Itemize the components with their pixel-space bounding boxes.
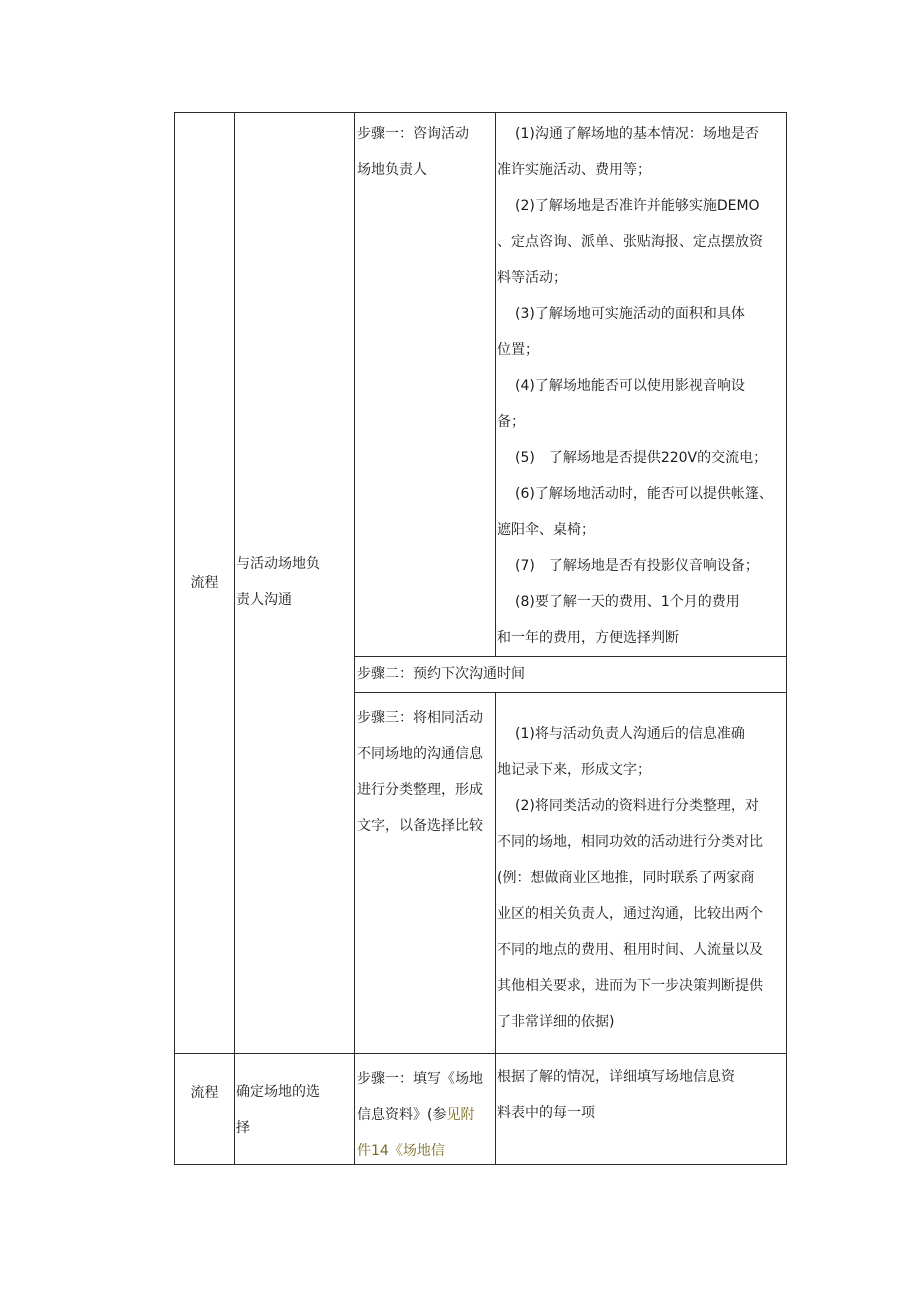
category-text: 流程 — [190, 1085, 219, 1101]
row-divider-step3-top — [354, 692, 787, 693]
step-label-line: 步骤一：填写《场地 — [357, 1071, 483, 1087]
detail-line: 料表中的每一项 — [497, 1105, 595, 1121]
detail-line: 料等活动； — [497, 270, 567, 286]
column-divider-1 — [234, 112, 235, 1165]
step-label-line: 不同场地的沟通信息 — [357, 746, 483, 762]
section-divider — [174, 1053, 787, 1054]
section1-category — [175, 113, 234, 1053]
task-line: 择 — [236, 1120, 250, 1136]
section1-task — [236, 546, 354, 618]
detail-line: 不同的地点的费用、租用时间、人流量以及 — [497, 942, 763, 958]
detail-line: 和一年的费用，方便选择判断 — [497, 630, 679, 646]
detail-line: (4)了解场地能否可以使用影视音响设 — [515, 378, 745, 394]
detail-line: (8)要了解一天的费用、1个月的费用 — [515, 594, 740, 610]
column-divider-2 — [354, 112, 355, 1165]
detail-line: (7) 了解场地是否有投影仪音响设备； — [515, 558, 759, 574]
detail-line: 位置； — [497, 342, 539, 358]
detail-line: 了非常详细的依据) — [497, 1014, 615, 1030]
detail-line: 不同的场地，相同功效的活动进行分类对比 — [497, 834, 763, 850]
detail-line: (1)将与活动负责人沟通后的信息准确 — [515, 726, 745, 742]
section2-detail — [497, 1059, 786, 1131]
step-label-line: 文字，以备选择比较 — [357, 818, 483, 834]
detail-line: (2)将同类活动的资料进行分类整理，对 — [515, 798, 759, 814]
task-line: 确定场地的选 — [236, 1084, 320, 1100]
step-label-line: 步骤二：预约下次沟通时间 — [357, 666, 525, 682]
table-right-border — [786, 112, 787, 1165]
attachment-reference: 件14《场地信 — [357, 1143, 445, 1159]
attachment-reference: 见附 — [446, 1107, 475, 1123]
detail-line: (2)了解场地是否准许并能够实施DEMO — [515, 198, 760, 214]
step1-detail — [497, 116, 786, 656]
step1-label — [357, 116, 495, 188]
step-label-part: 信息资料》(参 — [357, 1107, 447, 1123]
step3-detail — [497, 716, 786, 1046]
detail-line: 其他相关要求，进而为下一步决策判断提供 — [497, 978, 763, 994]
step-label-line: 进行分类整理，形成 — [357, 782, 483, 798]
detail-line: 根据了解的情况，详细填写场地信息资 — [497, 1069, 735, 1085]
table-top-border — [174, 112, 787, 113]
task-line: 与活动场地负 — [236, 556, 320, 572]
detail-line: (3)了解场地可实施活动的面积和具体 — [515, 306, 745, 322]
step2-label — [357, 657, 785, 692]
detail-line: (5) 了解场地是否提供220V的交流电； — [515, 450, 768, 466]
detail-line: 业区的相关负责人，通过沟通，比较出两个 — [497, 906, 763, 922]
section2-category — [175, 1054, 234, 1132]
step3-label — [357, 700, 495, 844]
category-text: 流程 — [190, 575, 219, 591]
column-divider-3b — [495, 692, 496, 1165]
detail-line: (1)沟通了解场地的基本情况：场地是否 — [515, 126, 759, 142]
detail-line: (例：想做商业区地推，同时联系了两家商 — [497, 870, 755, 886]
section2-task — [236, 1074, 354, 1146]
detail-line: (6)了解场地活动时，能否可以提供帐篷、 — [515, 486, 773, 502]
step-label-line: 步骤三：将相同活动 — [357, 710, 483, 726]
table-bottom-border — [174, 1164, 787, 1165]
task-line: 责人沟通 — [236, 592, 292, 608]
column-divider-3a — [495, 112, 496, 656]
section2-step1-label — [357, 1061, 495, 1164]
step-label-line: 场地负责人 — [357, 162, 427, 178]
detail-line: 遮阳伞、桌椅； — [497, 522, 595, 538]
step-label-line: 步骤一：咨询活动 — [357, 126, 469, 142]
detail-line: 、定点咨询、派单、张贴海报、定点摆放资 — [497, 234, 763, 250]
detail-line: 地记录下来，形成文字； — [497, 762, 651, 778]
detail-line: 备； — [497, 414, 525, 430]
detail-line: 准许实施活动、费用等； — [497, 162, 651, 178]
